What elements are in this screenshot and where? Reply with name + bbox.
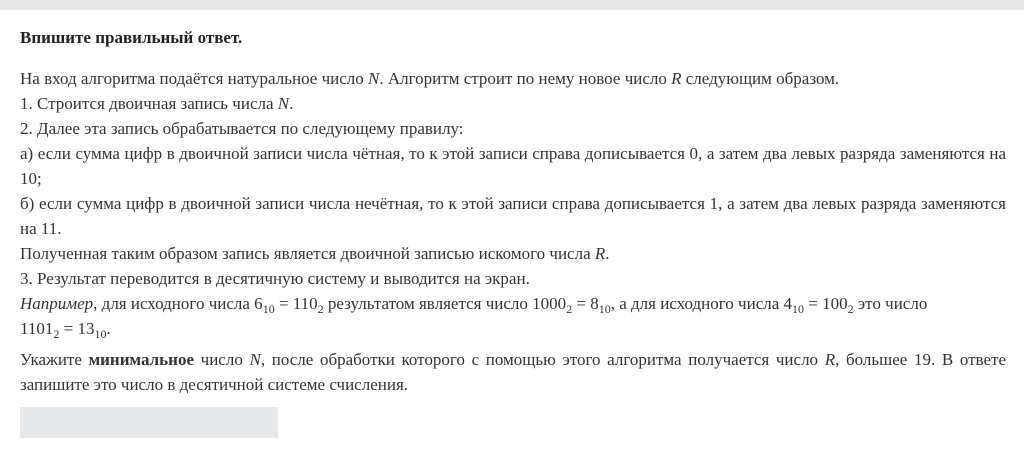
subscript: 2 bbox=[317, 302, 324, 316]
var-n: N bbox=[368, 69, 380, 88]
top-bar bbox=[0, 0, 1024, 10]
subscript: 10 bbox=[598, 302, 611, 316]
example-text: , а для исходного числа 4 bbox=[610, 294, 793, 313]
question-text: число bbox=[194, 350, 250, 369]
question-text: Укажите bbox=[20, 350, 89, 369]
subscript: 2 bbox=[847, 302, 854, 316]
answer-input[interactable] bbox=[20, 407, 278, 438]
example-text: 1101 bbox=[20, 319, 54, 338]
example-line-2 bbox=[20, 316, 1006, 341]
intro-text-3: следующим образом. bbox=[681, 69, 840, 88]
question-text: , большее 19. В ответе запишите это число в десятичной системе счисления. bbox=[20, 350, 1006, 394]
intro-text-2: . Алгоритм строит по нему новое число bbox=[379, 69, 672, 88]
step-1-text: 1. Строится двоичная запись числа bbox=[20, 94, 278, 113]
example-text: это число bbox=[853, 294, 928, 313]
step-1 bbox=[20, 91, 1006, 116]
example-text: = 8 bbox=[572, 294, 599, 313]
intro-text-1: На вход алгоритма подаётся натуральное число bbox=[20, 69, 369, 88]
example-lead: Например, bbox=[20, 294, 98, 313]
var-r: R bbox=[824, 350, 836, 369]
example-text: результатом является число 1000 bbox=[323, 294, 567, 313]
var-n: N bbox=[249, 350, 261, 369]
var-n: N bbox=[277, 94, 290, 113]
subscript: 2 bbox=[53, 327, 60, 341]
example-text: = 110 bbox=[274, 294, 318, 313]
task-heading: Впишите правильный ответ. bbox=[20, 28, 243, 47]
subscript: 2 bbox=[566, 302, 573, 316]
intro-paragraph bbox=[20, 66, 1006, 91]
example-text: = 13 bbox=[59, 319, 95, 338]
rule-b: б) если сумма цифр в двоичной записи числа нечётная, то к этой записи справа дописывается 1, а затем два левых разряда заменяются на 11. bbox=[20, 194, 1006, 238]
task-body bbox=[20, 66, 1006, 397]
var-r: R bbox=[671, 69, 682, 88]
step-1-end: . bbox=[289, 94, 294, 113]
task-question bbox=[20, 347, 1006, 397]
result-text: Полученная таким образом запись является двоичной записью искомого числа bbox=[20, 244, 595, 263]
example-text: = 100 bbox=[804, 294, 848, 313]
result-line bbox=[20, 241, 1006, 266]
example-text: для исходного числа 6 bbox=[97, 294, 263, 313]
step-3: 3. Результат переводится в десятичную систему и выводится на экран. bbox=[20, 269, 530, 288]
step-2: 2. Далее эта запись обрабатывается по следующему правилу: bbox=[20, 119, 464, 138]
result-end: . bbox=[605, 244, 610, 263]
question-text: , после обработки которого с помощью этого алгоритма получается число bbox=[260, 350, 825, 369]
emphasis-minimal: минимальное bbox=[88, 350, 195, 369]
subscript: 10 bbox=[262, 302, 275, 316]
example-text: . bbox=[106, 319, 111, 338]
rule-a: а) если сумма цифр в двоичной записи числа чётная, то к этой записи справа дописывается 0, а затем два левых разряда заменяются на 10; bbox=[20, 144, 1006, 188]
subscript: 10 bbox=[94, 327, 107, 341]
subscript: 10 bbox=[792, 302, 805, 316]
example-line-1 bbox=[20, 291, 1006, 316]
var-r: R bbox=[594, 244, 606, 263]
